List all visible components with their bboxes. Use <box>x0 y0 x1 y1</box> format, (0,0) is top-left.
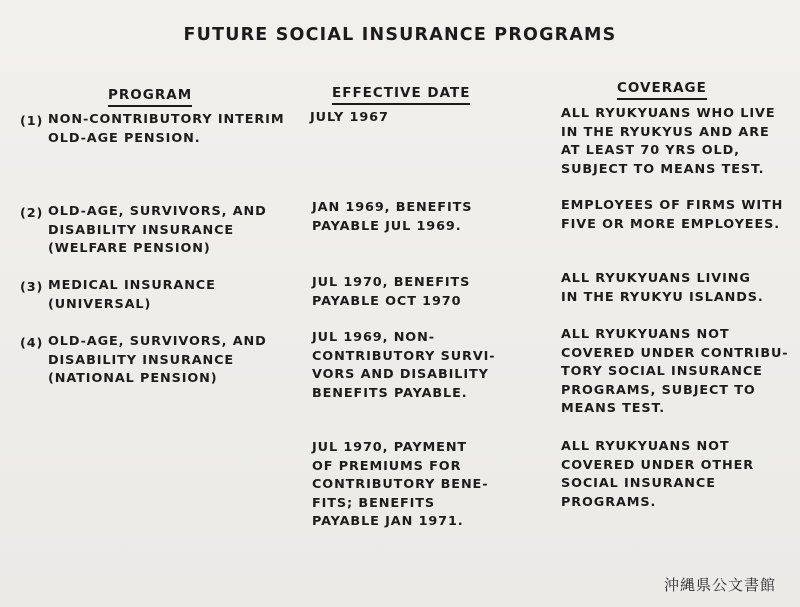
program-line: (UNIVERSAL) <box>48 296 152 312</box>
program-cell <box>48 277 216 314</box>
coverage-cell <box>561 438 754 512</box>
coverage-line: PROGRAMS. <box>561 494 657 510</box>
coverage-cell <box>561 326 789 419</box>
coverage-line: PROGRAMS, SUBJECT TO <box>561 382 756 398</box>
program-line: DISABILITY INSURANCE <box>48 352 235 368</box>
program-cell <box>48 333 267 389</box>
coverage-line: EMPLOYEES OF FIRMS WITH <box>561 198 784 213</box>
document-title: FUTURE SOCIAL INSURANCE PROGRAMS <box>183 25 617 45</box>
coverage-line: ALL RYUKYUANS NOT <box>561 439 730 454</box>
effective-date-line: OF PREMIUMS FOR <box>312 458 462 474</box>
effective-date-cell <box>312 274 470 311</box>
coverage-line: ALL RYUKYUANS LIVING <box>561 271 751 286</box>
coverage-line: FIVE OR MORE EMPLOYEES. <box>561 216 780 232</box>
program-line: OLD-AGE, SURVIVORS, AND <box>48 204 267 219</box>
coverage-cell <box>561 105 775 179</box>
header-effective-date: EFFECTIVE DATE <box>332 85 470 105</box>
program-line: MEDICAL INSURANCE <box>48 278 216 293</box>
effective-date-line: JUL 1970, BENEFITS <box>312 275 471 290</box>
coverage-line: ALL RYUKYUANS WHO LIVE <box>561 106 776 121</box>
effective-date-line: BENEFITS PAYABLE. <box>312 385 468 401</box>
program-cell <box>48 203 267 259</box>
coverage-line: SOCIAL INSURANCE <box>561 476 716 492</box>
row-number: (4) <box>20 336 44 351</box>
program-line: (NATIONAL PENSION) <box>48 371 218 387</box>
effective-date-cell <box>312 439 488 532</box>
coverage-line: COVERED UNDER CONTRIBU- <box>561 345 789 361</box>
coverage-line: TORY SOCIAL INSURANCE <box>561 364 763 380</box>
effective-date-line: PAYABLE OCT 1970 <box>312 293 462 309</box>
archive-stamp: 沖縄県公文書館 <box>663 576 776 594</box>
effective-date-cell <box>310 109 389 128</box>
effective-date-line: JUL 1970, PAYMENT <box>312 440 468 455</box>
effective-date-line: JUL 1969, NON- <box>312 330 435 345</box>
coverage-cell <box>561 270 764 307</box>
program-line: (WELFARE PENSION) <box>48 241 211 257</box>
effective-date-line: PAYABLE JUL 1969. <box>312 218 462 234</box>
coverage-line: COVERED UNDER OTHER <box>561 457 755 473</box>
coverage-cell <box>561 197 783 234</box>
program-line: NON-CONTRIBUTORY INTERIM <box>48 112 285 127</box>
row-number: (1) <box>20 114 44 129</box>
effective-date-line: CONTRIBUTORY SURVI- <box>312 348 496 364</box>
row-number: (3) <box>20 280 44 295</box>
effective-date-line: PAYABLE JAN 1971. <box>312 514 464 530</box>
effective-date-line: CONTRIBUTORY BENE- <box>312 477 489 493</box>
effective-date-line: JULY 1967 <box>310 110 389 125</box>
coverage-line: SUBJECT TO MEANS TEST. <box>561 161 765 177</box>
coverage-line: ALL RYUKYUANS NOT <box>561 327 730 342</box>
effective-date-line: FITS; BENEFITS <box>312 495 436 511</box>
header-program: PROGRAM <box>108 87 192 107</box>
row-number: (2) <box>20 206 44 221</box>
program-cell <box>48 111 284 148</box>
coverage-line: AT LEAST 70 YRS OLD, <box>561 143 740 159</box>
effective-date-line: JAN 1969, BENEFITS <box>312 200 473 215</box>
coverage-line: MEANS TEST. <box>561 401 665 417</box>
program-line: OLD-AGE, SURVIVORS, AND <box>48 334 267 349</box>
coverage-line: IN THE RYUKYU ISLANDS. <box>561 289 764 305</box>
program-line: DISABILITY INSURANCE <box>48 222 235 238</box>
program-line: OLD-AGE PENSION. <box>48 130 201 146</box>
effective-date-line: VORS AND DISABILITY <box>312 367 489 383</box>
header-coverage: COVERAGE <box>617 80 707 100</box>
effective-date-cell <box>312 199 472 236</box>
effective-date-cell <box>312 329 496 403</box>
coverage-line: IN THE RYUKYUS AND ARE <box>561 124 770 140</box>
